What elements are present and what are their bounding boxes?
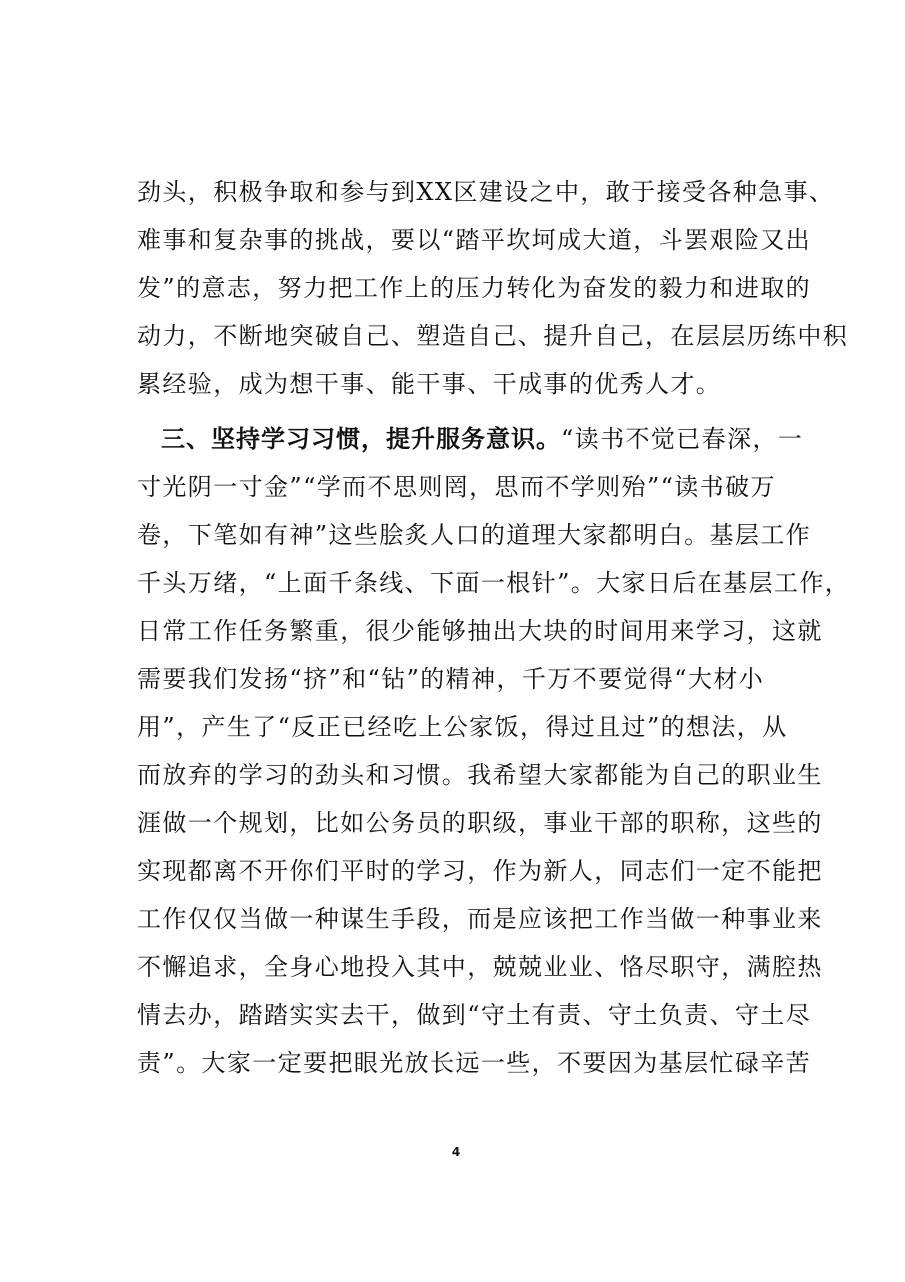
body-text-line: 不懈追求，全身心地投入其中，兢兢业业、恪尽职守，满腔热 <box>137 953 823 981</box>
body-text-line: 涯做一个规划，比如公务员的职级，事业干部的职称，这些的 <box>137 809 823 837</box>
body-text-line: 情去办，踏踏实实去干，做到“守土有责、守土负责、守土尽 <box>137 1001 812 1029</box>
body-text-line: 责”。大家一定要把眼光放长远一些，不要因为基层忙碌辛苦 <box>137 1049 812 1077</box>
body-text-line: 动力，不断地突破自己、塑造自己、提升自己，在层层历练中积 <box>137 322 849 350</box>
section-3-quote-start: “读书不觉已春深，一 <box>561 425 804 453</box>
body-text-line: 发”的意志，努力把工作上的压力转化为奋发的毅力和进取的 <box>137 274 812 302</box>
body-text-line: 累经验，成为想干事、能干事、干成事的优秀人才。 <box>137 370 722 398</box>
body-text-line: 寸光阴一寸金”“学而不思则罔，思而不学则殆”“读书破万 <box>137 473 776 501</box>
body-text-line: 而放弃的学习的劲头和习惯。我希望大家都能为自己的职业生 <box>137 761 823 789</box>
body-text-line: 实现都离不开你们平时的学习，作为新人，同志们一定不能把 <box>137 857 823 885</box>
body-text-line: 工作仅仅当做一种谋生手段，而是应该把工作当做一种事业来 <box>137 905 823 933</box>
body-text-line: 需要我们发扬“挤”和“钻”的精神，千万不要觉得“大材小 <box>137 665 765 693</box>
body-text-line: 用”，产生了“反正已经吃上公家饭，得过且过”的想法，从 <box>137 713 788 741</box>
section-3-first-line <box>161 424 821 454</box>
body-text-line: 卷，下笔如有神”这些脍炙人口的道理大家都明白。基层工作 <box>137 521 812 549</box>
page-number: 4 <box>451 1145 461 1159</box>
body-text-line: 劲头，积极争取和参与到XX区建设之中，敢于接受各种急事、 <box>137 178 835 206</box>
body-text-line: 难事和复杂事的挑战，要以“踏平坎坷成大道，斗罢艰险又出 <box>137 226 812 254</box>
section-3-heading: 三、坚持学习习惯，提升服务意识。 <box>161 425 561 453</box>
body-text-line: 千头万绪，“上面千条线、下面一根针”。大家日后在基层工作， <box>137 569 851 597</box>
body-text-line: 日常工作任务繁重，很少能够抽出大块的时间用来学习，这就 <box>137 617 823 645</box>
